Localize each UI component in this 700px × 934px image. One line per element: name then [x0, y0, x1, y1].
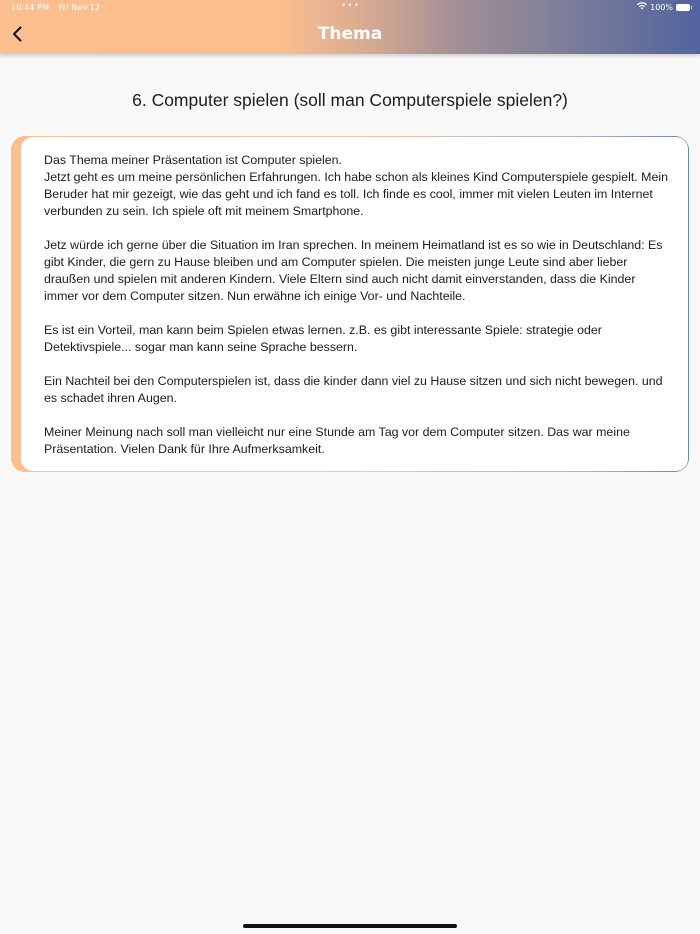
battery-percent: 100% — [650, 2, 673, 12]
paragraph-disadvantage: Ein Nachteil bei den Computerspielen ist, dass die kinder dann viel zu Hause sitzen und sich nicht bewegen. und es schadet ihren Augen. — [44, 374, 663, 405]
status-bar-right — [637, 2, 690, 12]
navigation-header — [0, 0, 700, 54]
status-time: 10:44 PM — [11, 3, 50, 12]
wifi-icon — [637, 2, 647, 12]
topic-heading: 6. Computer spielen (soll man Computerspiele spielen?) — [132, 90, 568, 110]
status-bar-left — [11, 3, 107, 12]
home-indicator[interactable] — [243, 924, 457, 928]
paragraph-intro-line-1: Das Thema meiner Präsentation ist Computer spielen. — [44, 153, 342, 167]
status-date: Fri Nov 12 — [58, 3, 101, 12]
paragraph-advantage: Es ist ein Vorteil, man kann beim Spielen etwas lernen. z.B. es gibt interessante Spiele: strategie oder Detektivspiele... sogar man kann seine Sprache bessern. — [44, 323, 602, 354]
nav-title: Thema — [317, 24, 383, 44]
card-surface — [21, 137, 688, 471]
multitasking-dots[interactable]: ••• — [341, 1, 360, 11]
paragraph-conclusion: Meiner Meinung nach soll man vielleicht nur eine Stunde am Tag vor dem Computer sitzen. Das war meine Präsentation. Vielen Dank für Ihre Aufmerksamkeit. — [44, 425, 630, 456]
topic-text — [44, 152, 670, 458]
paragraph-situation: Jetz würde ich gerne über die Situation im Iran sprechen. In meinem Heimatland ist es so wie in Deutschland: Es gibt Kinder, die gern zu Hause bleiben und am Computer spielen. Die meisten junge Leute sind aber lieber draußen und spielen mit anderen Kindern. Viele Eltern sind auch nicht damit einverstanden, dass die Kinder immer vor dem Computer sitzen. Nun erwähne ich einige Vor- und Nachteile. — [44, 238, 663, 303]
battery-icon — [676, 4, 690, 11]
paragraph-intro — [44, 152, 670, 220]
paragraph-intro-line-2: Jetzt geht es um meine persönlichen Erfahrungen. Ich habe schon als kleines Kind Computerspiele gespielt. Mein Beruder hat mir gezeigt, wie das geht und ich fand es toll. Ich finde es cool, immer mit vielen Leuten im Internet verbunden zu sein. Ich spiele oft mit meinem Smartphone. — [44, 170, 669, 218]
topic-card — [11, 136, 689, 472]
